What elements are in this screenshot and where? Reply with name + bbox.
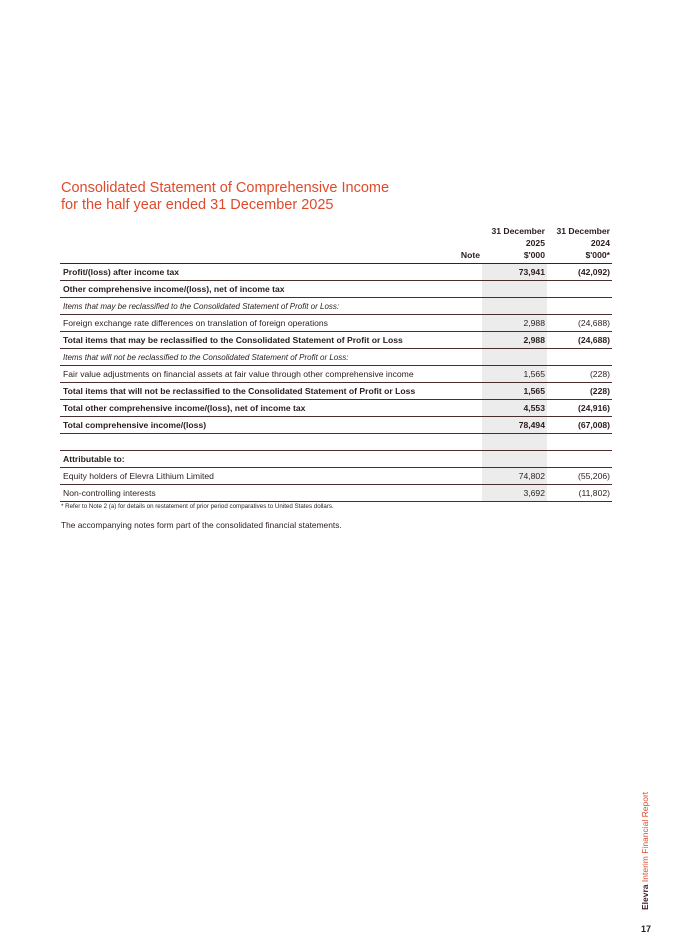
row-label: Profit/(loss) after income tax — [60, 264, 427, 281]
row-note — [427, 383, 482, 400]
value-2025: 78,494 — [482, 417, 547, 434]
table-row — [60, 485, 612, 502]
row-note — [427, 451, 482, 468]
table-row — [60, 434, 612, 451]
value-2024: (11,802) — [547, 485, 612, 502]
value-2025: 4,553 — [482, 400, 547, 417]
row-note — [427, 366, 482, 383]
value-2025: 2,988 — [482, 332, 547, 349]
table-row — [60, 264, 612, 281]
row-label: Items that may be reclassified to the Consolidated Statement of Profit or Loss: — [60, 298, 427, 315]
row-label: Total items that will not be reclassified to the Consolidated Statement of Profit or Loss — [60, 383, 427, 400]
value-2025: 74,802 — [482, 468, 547, 485]
value-2024 — [547, 281, 612, 298]
col-2025-header: 31 December 2025 $'000 — [482, 225, 547, 264]
table-row — [60, 298, 612, 315]
row-note — [427, 315, 482, 332]
col-2024-header: 31 December 2024 $'000* — [547, 225, 612, 264]
row-note — [427, 434, 482, 451]
report-sidebar-label — [640, 792, 650, 910]
table-row — [60, 451, 612, 468]
table-row — [60, 315, 612, 332]
row-note — [427, 264, 482, 281]
row-note — [427, 468, 482, 485]
row-note — [427, 417, 482, 434]
title-line-2: for the half year ended 31 December 2025 — [61, 197, 334, 213]
row-note — [427, 349, 482, 366]
value-2025: 73,941 — [482, 264, 547, 281]
value-2024: (24,688) — [547, 332, 612, 349]
note-header: Note — [427, 225, 482, 264]
value-2024: (42,092) — [547, 264, 612, 281]
row-note — [427, 332, 482, 349]
row-label: Equity holders of Elevra Lithium Limited — [60, 468, 427, 485]
table-row — [60, 332, 612, 349]
value-2025: 2,988 — [482, 315, 547, 332]
value-2025 — [482, 298, 547, 315]
page-number: 17 — [641, 924, 652, 934]
row-label: Total comprehensive income/(loss) — [60, 417, 427, 434]
value-2025: 1,565 — [482, 383, 547, 400]
row-label: Fair value adjustments on financial assets at fair value through other comprehensive income — [60, 366, 427, 383]
value-2024: (24,688) — [547, 315, 612, 332]
table-row — [60, 468, 612, 485]
table-row — [60, 281, 612, 298]
value-2025 — [482, 451, 547, 468]
footnote: * Refer to Note 2 (a) for details on restatement of prior period comparatives to United States dollars. — [61, 503, 334, 510]
comprehensive-income-table — [60, 225, 612, 502]
value-2025 — [482, 349, 547, 366]
value-2024 — [547, 451, 612, 468]
row-note — [427, 298, 482, 315]
table-row — [60, 366, 612, 383]
row-note — [427, 400, 482, 417]
row-label: Total other comprehensive income/(loss), net of income tax — [60, 400, 427, 417]
row-label: Non-controlling interests — [60, 485, 427, 502]
value-2025 — [482, 434, 547, 451]
row-label: Foreign exchange rate differences on translation of foreign operations — [60, 315, 427, 332]
value-2025: 1,565 — [482, 366, 547, 383]
value-2025 — [482, 281, 547, 298]
value-2024: (228) — [547, 366, 612, 383]
row-note — [427, 281, 482, 298]
row-label: Other comprehensive income/(loss), net of income tax — [60, 281, 427, 298]
table-header — [60, 225, 612, 264]
row-note — [427, 485, 482, 502]
statement-title — [61, 180, 389, 214]
title-line-1: Consolidated Statement of Comprehensive Income — [61, 180, 390, 196]
label-header — [60, 225, 427, 264]
row-label: Attributable to: — [60, 451, 427, 468]
row-label: Total items that may be reclassified to the Consolidated Statement of Profit or Loss — [60, 332, 427, 349]
value-2024 — [547, 434, 612, 451]
value-2024: (24,916) — [547, 400, 612, 417]
notes-statement: The accompanying notes form part of the consolidated financial statements. — [61, 520, 342, 530]
table-row — [60, 349, 612, 366]
row-label: Items that will not be reclassified to the Consolidated Statement of Profit or Loss: — [60, 349, 427, 366]
table-row — [60, 383, 612, 400]
value-2024: (228) — [547, 383, 612, 400]
value-2024 — [547, 298, 612, 315]
brand-name: Elevra — [640, 884, 650, 910]
value-2024: (67,008) — [547, 417, 612, 434]
table-row — [60, 400, 612, 417]
table-row — [60, 417, 612, 434]
value-2024 — [547, 349, 612, 366]
value-2025: 3,692 — [482, 485, 547, 502]
report-name: Interim Financial Report — [640, 791, 650, 883]
value-2024: (55,206) — [547, 468, 612, 485]
row-label — [60, 434, 427, 451]
